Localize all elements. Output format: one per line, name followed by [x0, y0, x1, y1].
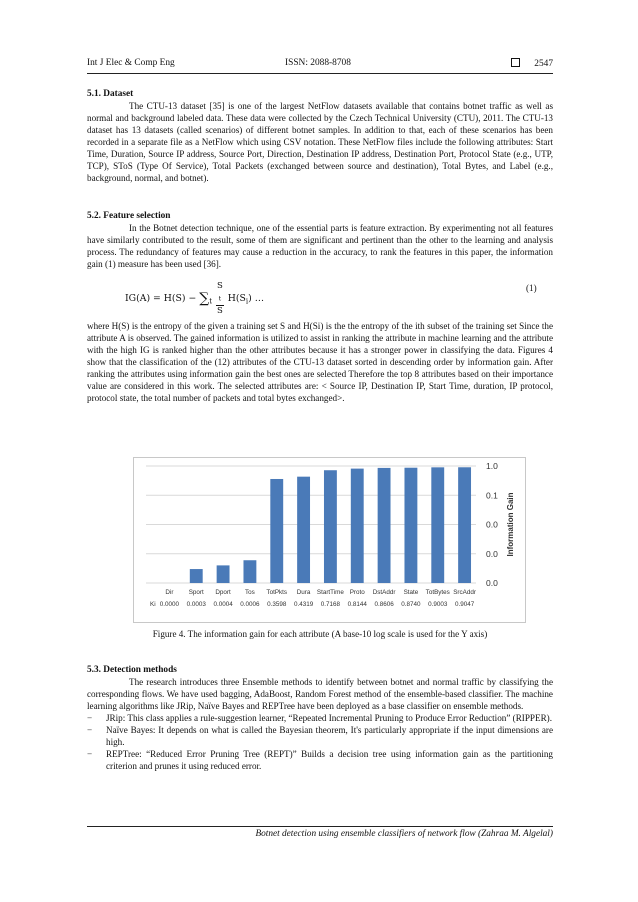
- y-tick-label: 0.1: [486, 490, 498, 501]
- summation-index: t: [209, 297, 213, 306]
- bar: [351, 469, 364, 583]
- x-tick-label: Dport: [215, 589, 231, 596]
- x-tick-label: Tos: [245, 589, 255, 596]
- x-tick-label: Proto: [349, 589, 365, 596]
- data-label: 0.0006: [240, 601, 260, 608]
- data-label: 0.8144: [347, 601, 367, 608]
- figure-caption: Figure 4. The information gain for each attribute (A base-10 log scale is used for the Y axis): [152, 629, 488, 639]
- list-item: − JRip: This class applies a rule-suggestion learner, “Repeated Incremental Pruning to Produce Error Reduction” (RIPPER).: [87, 713, 552, 723]
- paragraph: In the Botnet detection technique, one of the essential parts is feature extraction. By experimenting not all features have similarly contributed to the result, some of them are significant and pertinent than the other to the learning and analysis process. The redundancy of features may cause a reduction in the accuracy, to rank the features in this paper, the information gain (1) measure has been used [36].: [87, 223, 553, 269]
- x-tick-label: SrcAddr: [453, 589, 476, 596]
- section-5-3: [87, 664, 553, 772]
- bar: [243, 560, 256, 583]
- section-heading: 5.3. Detection methods: [87, 665, 177, 675]
- section-5-1: [87, 88, 553, 184]
- bar: [431, 467, 444, 583]
- chart-svg: [134, 458, 525, 622]
- information-gain-chart: [133, 457, 526, 623]
- fraction: [216, 281, 224, 316]
- bar: [217, 565, 230, 583]
- equation-number: (1): [526, 283, 537, 293]
- y-tick-label: 0.0: [486, 548, 498, 559]
- section-heading: 5.1. Dataset: [87, 89, 134, 99]
- y-tick-label: 0.0: [486, 519, 498, 530]
- data-label: 0.9003: [428, 601, 448, 608]
- list-item: − Naïve Bayes: It depends on what is called the Bayesian theorem, It's particularly appropriate if the input dimensions are high.: [87, 725, 553, 747]
- fraction-denominator: S: [217, 305, 223, 316]
- bar: [190, 569, 203, 583]
- dash-bullet-icon: −: [87, 725, 93, 735]
- checkbox-square-icon: [511, 58, 520, 67]
- x-tick-label: TotBytes: [425, 589, 450, 596]
- summation-icon: ∑: [199, 290, 210, 307]
- bar: [378, 468, 391, 583]
- paragraph: where H(S) is the entropy of the given a training set S and H(Si) is the the entropy of the ith subset of the training set Since the attribute A is observed. The gained information is utilized to assist in ranking the attribute in machine learning and the attribute with the high IG is ranked higher than the other attributes because it has a stronger power in classifying the data. Figures 4 show that the classification of the (12) attributes of the CTU-13 dataset sorted in descending order by information gain. After ranking the attributes using information gain the best ones are selected Therefore the top 8 attributes based on their importance value are considered in this work. The selected attributes are: < Source IP, Destination IP, Start Time, duration, IP protocol, protocol state, the total number of packets and total bytes exchanged>.: [87, 321, 553, 403]
- list-item: − REPTree: “Reduced Error Pruning Tree (REPT)” Builds a decision tree using information gain as the partitioning criterion and prunes it using reduced error.: [87, 749, 553, 771]
- page-number: 2547: [534, 59, 553, 69]
- row-label: Ki: [150, 601, 156, 608]
- equation-rhs-end: ) …: [248, 292, 265, 304]
- data-label: 0.9047: [454, 601, 475, 608]
- x-tick-label: Sport: [188, 589, 204, 596]
- running-footer: Botnet detection using ensemble classifiers of network flow (Zahraa M. Algelal): [255, 829, 553, 839]
- x-tick-label: TotPkts: [266, 589, 288, 596]
- equation-rhs: H(S: [227, 292, 246, 304]
- paragraph: The research introduces three Ensemble methods to identify between botnet and normal traffic by classifying the corresponding flows. We have used bagging, AdaBoost, Random Forest method of the ensemble-based classifier. The machine learning algorithms like JRip, Naïve Bayes and REPTree have been deployed as a base classifier on ensemble methods.: [87, 677, 553, 711]
- bar: [404, 468, 417, 583]
- section-5-2-continued: [87, 320, 553, 404]
- bar: [270, 479, 283, 583]
- footer-rule: [87, 826, 553, 827]
- data-label: 0.7168: [320, 601, 341, 608]
- fraction-numerator: S $_t$: [216, 281, 224, 306]
- section-5-2: [87, 210, 553, 270]
- bar: [324, 470, 337, 583]
- data-label: 0.3598: [267, 601, 287, 608]
- equation-lhs: IG(A) = H(S) −: [125, 292, 200, 304]
- journal-name: Int J Elec & Comp Eng: [87, 58, 175, 68]
- data-label: 0.8606: [374, 601, 394, 608]
- equation-information-gain: [125, 281, 264, 316]
- dash-bullet-icon: −: [87, 713, 93, 723]
- method-list: [87, 712, 553, 772]
- data-label: 0.0000: [159, 601, 180, 608]
- data-label: 0.8740: [401, 601, 421, 608]
- data-label: 0.4319: [293, 601, 314, 608]
- x-tick-label: Dir: [165, 589, 174, 596]
- page-number-group: [511, 58, 553, 69]
- issn: ISSN: 2088-8708: [285, 58, 351, 68]
- dash-bullet-icon: −: [87, 749, 93, 759]
- y-tick-label: 0.0: [486, 578, 498, 588]
- y-tick-label: 1.0: [486, 461, 498, 471]
- paragraph: The CTU-13 dataset [35] is one of the largest NetFlow datasets available that contains botnet traffic as well as normal and background labeled data. These data were collected by the Czech Technical University (CTU), 2011. The CTU-13 dataset has 13 datasets (called scenarios) of different botnet samples. In addition to that, each of these scenarios has been recorded in a separate file as a NetFlow which using CSV notation. These NetFlow files include the following attributes: Start Time, Duration, Source IP address, Source Port, Direction, Destination IP address, Destination Port, Protocol State (e.g., UTP, TCP), SToS (Type Of Service), Total Packets (exchanged between source and destination), Total Bytes, and Label (e.g., background, normal, and botnet).: [87, 101, 553, 183]
- data-label: 0.0004: [213, 601, 233, 608]
- bar: [458, 467, 471, 583]
- header-rule: [87, 73, 553, 74]
- section-heading: 5.2. Feature selection: [87, 211, 171, 221]
- y-axis-label: Information Gain: [506, 492, 515, 557]
- x-tick-label: Dura: [296, 589, 311, 596]
- x-tick-label: State: [403, 589, 419, 596]
- x-tick-label: StartTime: [316, 589, 344, 596]
- equation-rhs-subscript: i: [245, 297, 249, 306]
- x-tick-label: DstAddr: [372, 589, 396, 596]
- data-label: 0.0003: [186, 601, 206, 608]
- bar: [297, 477, 310, 583]
